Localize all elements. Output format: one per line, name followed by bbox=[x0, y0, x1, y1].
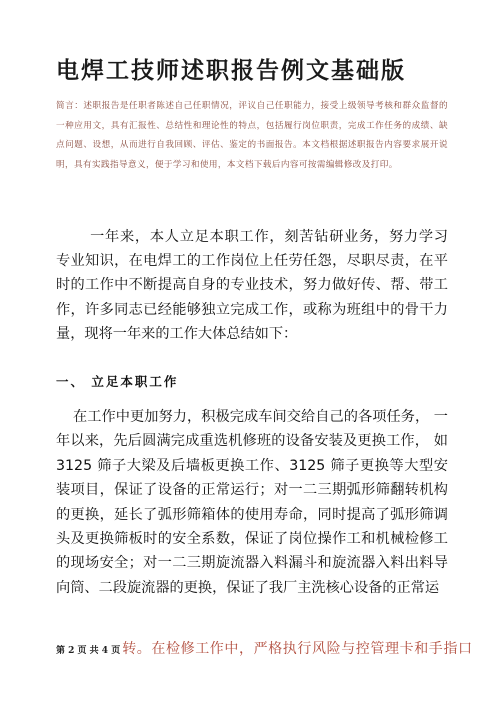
document-title: 电焊工技师述职报告例文基础版 bbox=[56, 57, 406, 84]
continuation-text: 转。在检修工作中，严格执行风险与控管理卡和手指口 bbox=[122, 641, 473, 657]
intro-paragraph: 一年来，本人立足本职工作，刻苦钻研业务，努力学习 专业知识，在电焊工的工作岗位上任劳任怨，尽职尽责，在平 时的工作中不断提高自身的专业技术，努力做好传、帮、带工 作，许多同志已经能够独立完成工作，或称为班组中的骨干力 量，现将一年来的工作大体总结如下： bbox=[56, 229, 448, 342]
section-heading: 一、 立足本职工作 bbox=[56, 374, 179, 389]
body-paragraph: 在工作中更加努力，积极完成车间交给自己的各项任务， 一年以来，先后圆满完成重选机修班的设备安装及更换工作， 如 3125 筛子大梁及后墙板更换工作、3125 筛子更换等大型安 装项目，保证了设备的正常运行；对一二三期弧形筛翻转机构 的更换，延长了弧形筛箱体的使用寿命，同时提高了弧形筛调 头及更换筛板时的安全系数，保证了岗位操作工和机械检修工 的现场安全；对一二三期旋流器入料漏斗和旋流器入料出料导 向筒、二段旋流器的更换，保证了我厂主洗核心设备的正常运 bbox=[56, 409, 448, 596]
document-abstract: 简言：述职报告是任职者陈述自己任职情况，评议自己任职能力，接受上级领导考核和群众监督的一种应用文，具有汇报性、总结性和理论性的特点，包括履行岗位职责，完成工作任务的成绩、缺点问题、设想，从而进行自我回顾、评估、鉴定的书面报告。本文档根据述职报告内容要求展开说明，具有实践指导意义，便于学习和使用，本文档下载后内容可按需编辑修改及打印。 bbox=[56, 101, 448, 170]
page-indicator: 第 2 页 共 4 页 bbox=[56, 646, 121, 656]
page-footer bbox=[56, 638, 473, 661]
